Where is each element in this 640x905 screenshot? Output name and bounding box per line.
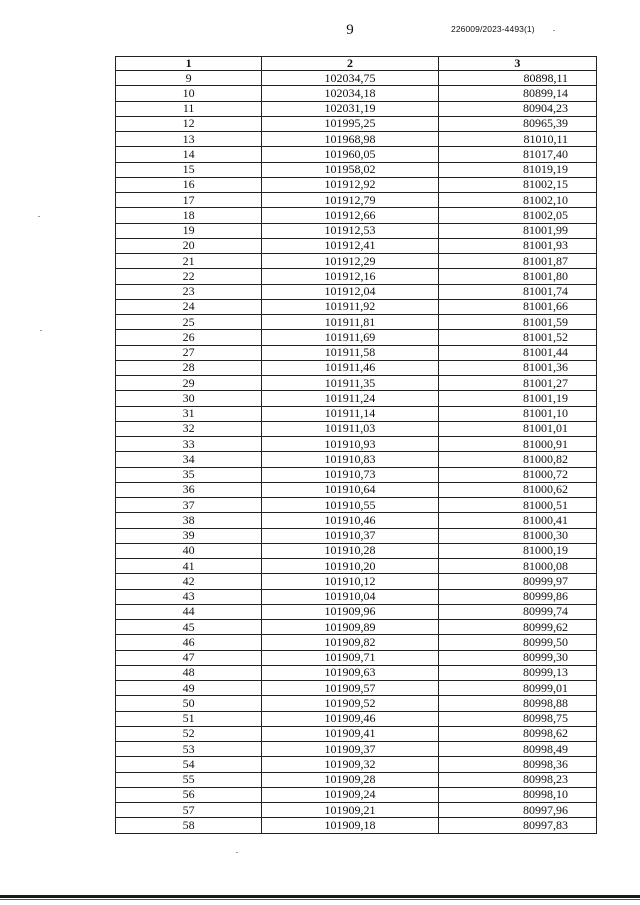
table-row <box>116 665 597 680</box>
cell-coordinate-y: 81000,41 <box>438 513 596 528</box>
cell-coordinate-x: 101912,41 <box>262 238 438 253</box>
cell-coordinate-x: 101911,46 <box>262 360 438 375</box>
cell-coordinate-x: 101909,46 <box>262 711 438 726</box>
cell-coordinate-x: 101912,29 <box>262 254 438 269</box>
column-header-x: 2 <box>262 57 438 71</box>
table-row <box>116 787 597 802</box>
cell-coordinate-x: 101911,58 <box>262 345 438 360</box>
cell-coordinate-y: 80999,86 <box>438 589 596 604</box>
cell-point-number: 35 <box>116 467 262 482</box>
scan-speck <box>553 30 555 31</box>
scan-speck <box>40 330 42 331</box>
cell-coordinate-x: 101911,81 <box>262 315 438 330</box>
cell-coordinate-x: 101909,21 <box>262 803 438 818</box>
cell-coordinate-y: 81001,93 <box>438 238 596 253</box>
cell-point-number: 24 <box>116 299 262 314</box>
cell-coordinate-y: 81001,74 <box>438 284 596 299</box>
cell-point-number: 26 <box>116 330 262 345</box>
table-row <box>116 482 597 497</box>
cell-point-number: 10 <box>116 86 262 101</box>
cell-coordinate-x: 101909,24 <box>262 787 438 802</box>
table-row <box>116 223 597 238</box>
cell-coordinate-y: 80999,30 <box>438 650 596 665</box>
cell-point-number: 19 <box>116 223 262 238</box>
scan-speck <box>236 852 238 853</box>
column-header-y: 3 <box>438 57 596 71</box>
table-row <box>116 208 597 223</box>
cell-coordinate-y: 80997,96 <box>438 803 596 818</box>
cell-point-number: 53 <box>116 742 262 757</box>
cell-point-number: 23 <box>116 284 262 299</box>
table-row <box>116 345 597 360</box>
table-row <box>116 162 597 177</box>
cell-coordinate-x: 101910,64 <box>262 482 438 497</box>
table-row <box>116 559 597 574</box>
cell-point-number: 25 <box>116 315 262 330</box>
table-row <box>116 101 597 116</box>
cell-coordinate-x: 102034,75 <box>262 71 438 86</box>
table-row <box>116 330 597 345</box>
table-row <box>116 254 597 269</box>
cell-coordinate-x: 101960,05 <box>262 147 438 162</box>
table-row <box>116 193 597 208</box>
table-row <box>116 604 597 619</box>
cell-coordinate-y: 80965,39 <box>438 116 596 131</box>
cell-point-number: 47 <box>116 650 262 665</box>
cell-point-number: 40 <box>116 543 262 558</box>
cell-coordinate-y: 80998,75 <box>438 711 596 726</box>
cell-coordinate-x: 101958,02 <box>262 162 438 177</box>
cell-coordinate-y: 81001,59 <box>438 315 596 330</box>
cell-coordinate-y: 80998,36 <box>438 757 596 772</box>
table-row <box>116 726 597 741</box>
cell-coordinate-y: 80999,62 <box>438 620 596 635</box>
cell-point-number: 56 <box>116 787 262 802</box>
cell-coordinate-x: 101909,18 <box>262 818 438 833</box>
cell-coordinate-x: 101912,66 <box>262 208 438 223</box>
cell-coordinate-x: 101909,28 <box>262 772 438 787</box>
cell-point-number: 55 <box>116 772 262 787</box>
table-row <box>116 116 597 131</box>
cell-coordinate-y: 81001,01 <box>438 421 596 436</box>
cell-coordinate-x: 101909,32 <box>262 757 438 772</box>
cell-coordinate-x: 101912,16 <box>262 269 438 284</box>
cell-coordinate-x: 101911,14 <box>262 406 438 421</box>
cell-point-number: 57 <box>116 803 262 818</box>
table-row <box>116 620 597 635</box>
cell-point-number: 28 <box>116 360 262 375</box>
cell-point-number: 31 <box>116 406 262 421</box>
cell-coordinate-y: 81019,19 <box>438 162 596 177</box>
cell-point-number: 34 <box>116 452 262 467</box>
cell-point-number: 51 <box>116 711 262 726</box>
cell-point-number: 41 <box>116 559 262 574</box>
table-row <box>116 406 597 421</box>
cell-coordinate-y: 81001,44 <box>438 345 596 360</box>
table-row <box>116 71 597 86</box>
cell-point-number: 15 <box>116 162 262 177</box>
cell-coordinate-x: 101968,98 <box>262 132 438 147</box>
table-row <box>116 360 597 375</box>
table-row <box>116 513 597 528</box>
cell-point-number: 11 <box>116 101 262 116</box>
cell-point-number: 20 <box>116 238 262 253</box>
cell-point-number: 46 <box>116 635 262 650</box>
cell-coordinate-x: 101912,92 <box>262 177 438 192</box>
cell-coordinate-y: 80998,62 <box>438 726 596 741</box>
cell-coordinate-y: 81017,40 <box>438 147 596 162</box>
cell-coordinate-y: 80999,74 <box>438 604 596 619</box>
table-row <box>116 803 597 818</box>
cell-point-number: 33 <box>116 437 262 452</box>
scan-edge-line <box>0 895 640 898</box>
table-row <box>116 543 597 558</box>
cell-point-number: 32 <box>116 421 262 436</box>
cell-coordinate-y: 81000,62 <box>438 482 596 497</box>
cell-point-number: 9 <box>116 71 262 86</box>
cell-coordinate-x: 102034,18 <box>262 86 438 101</box>
cell-coordinate-x: 101909,89 <box>262 620 438 635</box>
document-reference: 226009/2023-4493(1) <box>451 24 535 34</box>
table-row <box>116 452 597 467</box>
cell-coordinate-x: 101909,82 <box>262 635 438 650</box>
table-row <box>116 315 597 330</box>
cell-coordinate-y: 81001,87 <box>438 254 596 269</box>
table-header <box>116 57 597 71</box>
cell-coordinate-y: 81000,82 <box>438 452 596 467</box>
cell-coordinate-y: 80999,97 <box>438 574 596 589</box>
table-row <box>116 391 597 406</box>
cell-coordinate-x: 101910,93 <box>262 437 438 452</box>
cell-coordinate-x: 102031,19 <box>262 101 438 116</box>
cell-coordinate-y: 80998,10 <box>438 787 596 802</box>
cell-coordinate-y: 81002,10 <box>438 193 596 208</box>
cell-coordinate-y: 80999,13 <box>438 665 596 680</box>
cell-coordinate-y: 81001,19 <box>438 391 596 406</box>
cell-coordinate-y: 81000,51 <box>438 498 596 513</box>
cell-coordinate-y: 81000,72 <box>438 467 596 482</box>
cell-coordinate-y: 80997,83 <box>438 818 596 833</box>
cell-coordinate-x: 101911,24 <box>262 391 438 406</box>
cell-coordinate-x: 101912,04 <box>262 284 438 299</box>
cell-coordinate-y: 81002,15 <box>438 177 596 192</box>
cell-point-number: 30 <box>116 391 262 406</box>
table-row <box>116 528 597 543</box>
cell-coordinate-y: 80999,01 <box>438 681 596 696</box>
table-row <box>116 757 597 772</box>
cell-coordinate-y: 81001,66 <box>438 299 596 314</box>
cell-coordinate-y: 81002,05 <box>438 208 596 223</box>
cell-coordinate-y: 81001,52 <box>438 330 596 345</box>
cell-point-number: 17 <box>116 193 262 208</box>
scan-edge-line-thin <box>0 899 640 900</box>
cell-coordinate-y: 81000,08 <box>438 559 596 574</box>
table-row <box>116 132 597 147</box>
cell-point-number: 37 <box>116 498 262 513</box>
cell-point-number: 18 <box>116 208 262 223</box>
cell-point-number: 43 <box>116 589 262 604</box>
table-row <box>116 650 597 665</box>
cell-point-number: 48 <box>116 665 262 680</box>
cell-point-number: 49 <box>116 681 262 696</box>
cell-coordinate-y: 80898,11 <box>438 71 596 86</box>
table-row <box>116 635 597 650</box>
cell-coordinate-y: 81000,30 <box>438 528 596 543</box>
table-row <box>116 284 597 299</box>
cell-point-number: 38 <box>116 513 262 528</box>
cell-coordinate-x: 101910,12 <box>262 574 438 589</box>
cell-coordinate-x: 101912,53 <box>262 223 438 238</box>
table-row <box>116 147 597 162</box>
column-header-point: 1 <box>116 57 262 71</box>
cell-coordinate-x: 101912,79 <box>262 193 438 208</box>
cell-coordinate-x: 101910,46 <box>262 513 438 528</box>
coordinates-table <box>115 56 597 834</box>
cell-point-number: 42 <box>116 574 262 589</box>
table-row <box>116 772 597 787</box>
cell-coordinate-x: 101911,92 <box>262 299 438 314</box>
cell-coordinate-y: 81010,11 <box>438 132 596 147</box>
cell-point-number: 50 <box>116 696 262 711</box>
table-row <box>116 467 597 482</box>
cell-point-number: 54 <box>116 757 262 772</box>
cell-coordinate-y: 80998,23 <box>438 772 596 787</box>
table-row <box>116 818 597 833</box>
cell-coordinate-x: 101910,73 <box>262 467 438 482</box>
cell-point-number: 12 <box>116 116 262 131</box>
cell-coordinate-x: 101910,28 <box>262 543 438 558</box>
cell-coordinate-x: 101909,37 <box>262 742 438 757</box>
table-row <box>116 498 597 513</box>
table-row <box>116 86 597 101</box>
cell-coordinate-y: 80904,23 <box>438 101 596 116</box>
cell-point-number: 21 <box>116 254 262 269</box>
cell-point-number: 27 <box>116 345 262 360</box>
header-row <box>116 57 597 71</box>
cell-point-number: 13 <box>116 132 262 147</box>
cell-coordinate-x: 101909,41 <box>262 726 438 741</box>
cell-coordinate-x: 101909,96 <box>262 604 438 619</box>
page-number: 9 <box>346 22 354 38</box>
cell-coordinate-y: 80998,49 <box>438 742 596 757</box>
table-row <box>116 177 597 192</box>
table-row <box>116 376 597 391</box>
cell-coordinate-y: 80999,50 <box>438 635 596 650</box>
cell-coordinate-x: 101909,57 <box>262 681 438 696</box>
cell-coordinate-x: 101911,03 <box>262 421 438 436</box>
cell-coordinate-y: 81001,10 <box>438 406 596 421</box>
cell-coordinate-x: 101911,69 <box>262 330 438 345</box>
cell-coordinate-x: 101909,52 <box>262 696 438 711</box>
cell-point-number: 29 <box>116 376 262 391</box>
cell-coordinate-x: 101910,20 <box>262 559 438 574</box>
cell-coordinate-x: 101909,71 <box>262 650 438 665</box>
cell-coordinate-y: 80899,14 <box>438 86 596 101</box>
cell-coordinate-y: 81001,99 <box>438 223 596 238</box>
table-row <box>116 711 597 726</box>
cell-point-number: 58 <box>116 818 262 833</box>
table-row <box>116 742 597 757</box>
table-body <box>116 71 597 834</box>
cell-point-number: 16 <box>116 177 262 192</box>
cell-coordinate-x: 101995,25 <box>262 116 438 131</box>
cell-point-number: 44 <box>116 604 262 619</box>
table-row <box>116 269 597 284</box>
cell-coordinate-y: 81000,19 <box>438 543 596 558</box>
cell-coordinate-x: 101909,63 <box>262 665 438 680</box>
cell-point-number: 45 <box>116 620 262 635</box>
table-row <box>116 437 597 452</box>
cell-coordinate-y: 80998,88 <box>438 696 596 711</box>
table-row <box>116 299 597 314</box>
table-row <box>116 589 597 604</box>
cell-point-number: 14 <box>116 147 262 162</box>
scan-speck <box>38 216 40 217</box>
cell-point-number: 52 <box>116 726 262 741</box>
table-row <box>116 696 597 711</box>
cell-coordinate-x: 101910,37 <box>262 528 438 543</box>
cell-coordinate-x: 101910,83 <box>262 452 438 467</box>
cell-coordinate-y: 81001,80 <box>438 269 596 284</box>
cell-coordinate-y: 81000,91 <box>438 437 596 452</box>
cell-coordinate-y: 81001,36 <box>438 360 596 375</box>
table-row <box>116 681 597 696</box>
cell-coordinate-x: 101910,04 <box>262 589 438 604</box>
table-row <box>116 238 597 253</box>
cell-point-number: 22 <box>116 269 262 284</box>
cell-coordinate-x: 101910,55 <box>262 498 438 513</box>
cell-point-number: 36 <box>116 482 262 497</box>
table-row <box>116 421 597 436</box>
cell-coordinate-x: 101911,35 <box>262 376 438 391</box>
cell-point-number: 39 <box>116 528 262 543</box>
cell-coordinate-y: 81001,27 <box>438 376 596 391</box>
table-row <box>116 574 597 589</box>
